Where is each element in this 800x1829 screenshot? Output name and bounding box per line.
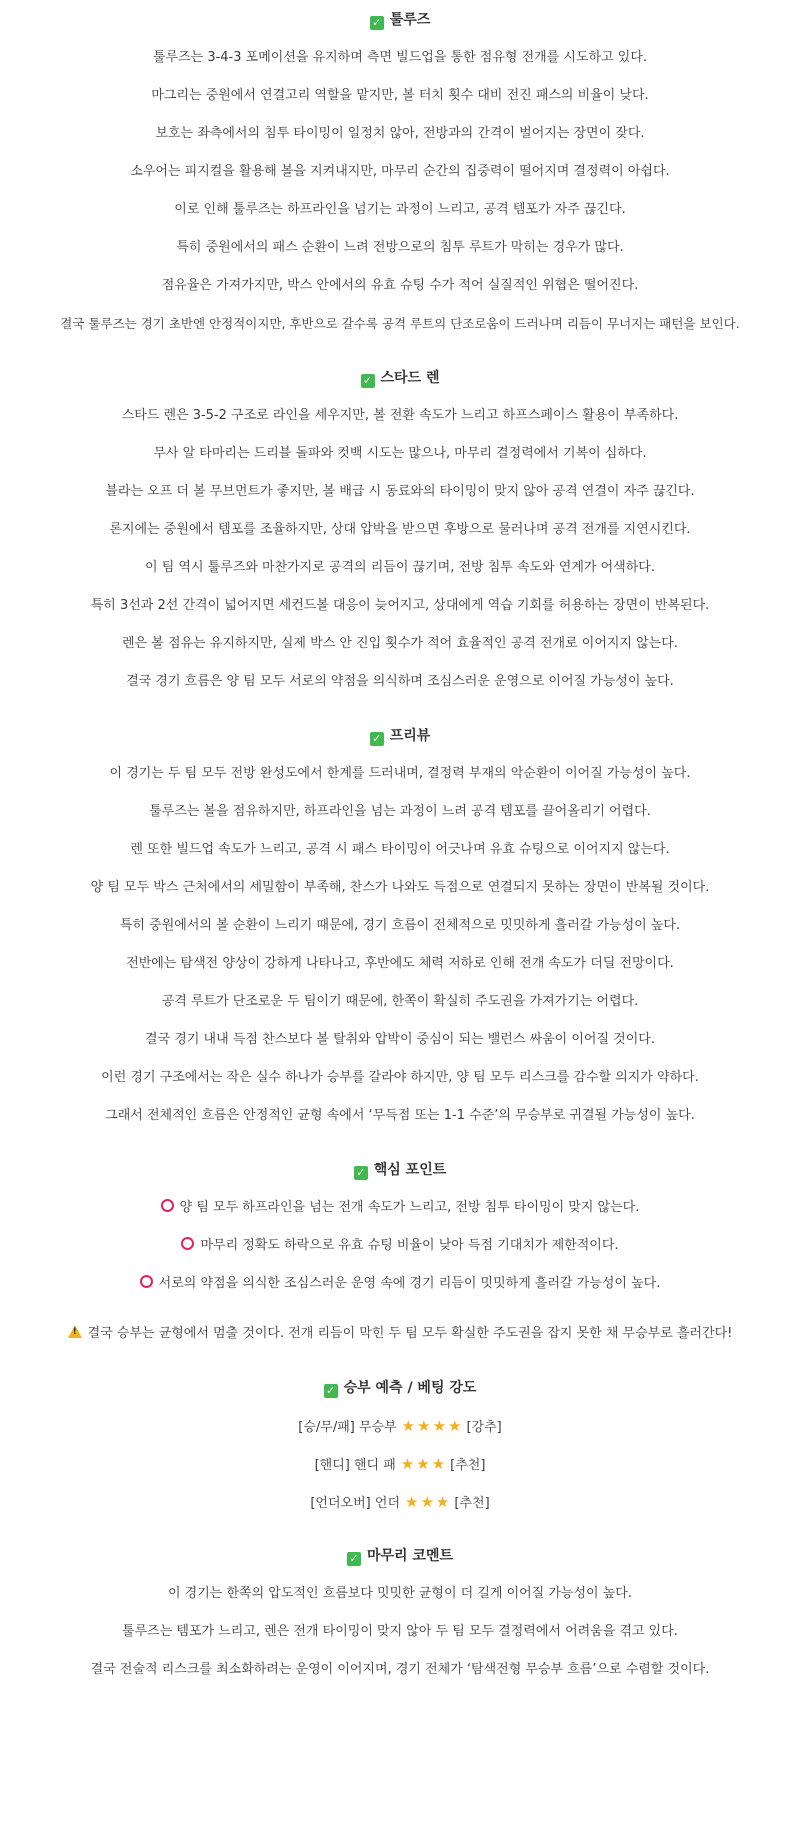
paragraph: 전반에는 탐색전 양상이 강하게 나타나고, 후반에도 체력 저하로 인해 전개 속도가 더딜 전망이다.: [126, 956, 674, 971]
circle-icon: [140, 1275, 153, 1288]
warning-line: [0, 1323, 800, 1345]
heading-label: 툴루즈: [389, 12, 431, 28]
paragraph: 결국 경기 내내 득점 찬스보다 볼 탈취와 압박이 중심이 되는 밸런스 싸움이 이어질 것이다.: [145, 1032, 655, 1047]
paragraph: 결국 툴루즈는 경기 초반엔 안정적이지만, 후반으로 갈수록 공격 루트의 단조로움이 드러나며 리듬이 무너지는 패턴을 보인다.: [60, 316, 740, 331]
heading-label: 승부 예측 / 베팅 강도: [343, 1380, 477, 1396]
section-heading: [0, 1545, 800, 1567]
prediction-row: [0, 1453, 800, 1475]
rating-stars: [401, 1417, 463, 1435]
paragraph: 이로 인해 툴루즈는 하프라인을 넘기는 과정이 느리고, 공격 템포가 자주 끊긴다.: [174, 202, 626, 217]
prediction-market: [승/무/패]: [298, 1420, 355, 1435]
section-heading: [0, 725, 800, 747]
heading-label: 핵심 포인트: [373, 1162, 447, 1178]
key-point-text: 서로의 약점을 의식한 조심스러운 운영 속에 경기 리듬이 밋밋하게 흘러갈 가능성이 높다.: [158, 1276, 661, 1291]
check-icon: ✓: [361, 374, 375, 388]
section-preview: [0, 725, 800, 1127]
section-key-points: [0, 1159, 800, 1295]
key-point-text: 양 팀 모두 하프라인을 넘는 전개 속도가 느리고, 전방 침투 타이밍이 맞지 않는다.: [179, 1200, 640, 1215]
prediction-pick: 무승부: [358, 1420, 397, 1435]
check-icon: ✓: [370, 16, 384, 30]
paragraph: 이 경기는 두 팀 모두 전방 완성도에서 한계를 드러내며, 결정력 부재의 악순환이 이어질 가능성이 높다.: [109, 766, 691, 781]
paragraph: 블라는 오프 더 볼 무브먼트가 좋지만, 볼 배급 시 동료와의 타이밍이 맞지 않아 공격 연결이 자주 끊긴다.: [105, 484, 695, 499]
prediction-grade: [강추]: [466, 1420, 502, 1435]
check-icon: ✓: [370, 732, 384, 746]
section-heading: [0, 1159, 800, 1181]
prediction-grade: [추천]: [454, 1496, 490, 1511]
paragraph: 렌은 볼 점유는 유지하지만, 실제 박스 안 진입 횟수가 적어 효율적인 공격 전개로 이어지지 않는다.: [122, 636, 678, 651]
prediction-row: [0, 1415, 800, 1437]
prediction-row: [0, 1491, 800, 1513]
paragraph: 렌 또한 빌드업 속도가 느리고, 공격 시 패스 타이밍이 어긋나며 유효 슈팅으로 이어지지 않는다.: [130, 842, 670, 857]
prediction-market: [핸디]: [314, 1458, 350, 1473]
section-toulouse: [0, 9, 800, 335]
prediction-market: [언더오버]: [310, 1496, 371, 1511]
star-icon: ★: [431, 1455, 446, 1473]
paragraph: 무사 알 타마리는 드리블 돌파와 컷백 시도는 많으나, 마무리 결정력에서 기복이 심하다.: [153, 446, 647, 461]
paragraph: 툴루즈는 템포가 느리고, 렌은 전개 타이밍이 맞지 않아 두 팀 모두 결정력에서 어려움을 겪고 있다.: [122, 1624, 678, 1639]
paragraph: 결국 경기 흐름은 양 팀 모두 서로의 약점을 의식하며 조심스러운 운영으로 이어질 가능성이 높다.: [126, 674, 674, 689]
paragraph: 툴루즈는 3-4-3 포메이션을 유지하며 측면 빌드업을 통한 점유형 전개를 시도하고 있다.: [152, 50, 648, 65]
heading-label: 마무리 코멘트: [366, 1548, 454, 1564]
warning-icon: [68, 1325, 82, 1338]
paragraph: 공격 루트가 단조로운 두 팀이기 때문에, 한쪽이 확실히 주도권을 가져가기는 어렵다.: [161, 994, 639, 1009]
heading-label: 프리뷰: [389, 728, 431, 744]
prediction-pick: 핸디 패: [353, 1458, 396, 1473]
paragraph: 특히 3선과 2선 간격이 넓어지면 세컨드볼 대응이 늦어지고, 상대에게 역습 기회를 허용하는 장면이 반복된다.: [90, 598, 710, 613]
star-icon: ★: [400, 1455, 415, 1473]
star-icon: ★: [432, 1417, 447, 1435]
star-icon: ★: [405, 1493, 419, 1511]
star-icon: ★: [435, 1493, 450, 1511]
section-warning: [0, 1323, 800, 1345]
paragraph: 론지에는 중원에서 템포를 조율하지만, 상대 압박을 받으면 후방으로 물러나며 공격 전개를 지연시킨다.: [109, 522, 691, 537]
paragraph: 그래서 전체적인 흐름은 안정적인 균형 속에서 ‘무득점 또는 1-1 수준’의 무승부로 귀결될 가능성이 높다.: [105, 1108, 695, 1123]
paragraph: 점유율은 가져가지만, 박스 안에서의 유효 슈팅 수가 적어 실질적인 위협은 떨어진다.: [161, 278, 639, 293]
paragraph: 이 팀 역시 툴루즈와 마찬가지로 공격의 리듬이 끊기며, 전방 침투 속도와 연계가 어색하다.: [145, 560, 655, 575]
check-icon: ✓: [324, 1384, 338, 1398]
rating-stars: [400, 1455, 446, 1473]
heading-label: 스타드 렌: [380, 370, 440, 386]
paragraph: 특히 중원에서의 패스 순환이 느려 전방으로의 침투 루트가 막히는 경우가 많다.: [176, 240, 624, 255]
section-prediction: [0, 1377, 800, 1513]
paragraph: 툴루즈는 볼을 점유하지만, 하프라인을 넘는 과정이 느려 공격 템포를 끌어올리기 어렵다.: [149, 804, 651, 819]
section-rennes: [0, 367, 800, 693]
section-heading: [0, 9, 800, 31]
rating-stars: [404, 1493, 450, 1511]
prediction-pick: 언더: [374, 1496, 401, 1511]
section-heading: [0, 367, 800, 389]
key-point: [0, 1273, 800, 1295]
warning-text: 결국 승부는 균형에서 멈출 것이다. 전개 리듬이 막힌 두 팀 모두 확실한 주도권을 잡지 못한 채 무승부로 흘러간다!: [87, 1326, 733, 1341]
paragraph: 결국 전술적 리스크를 최소화하려는 운영이 이어지며, 경기 전체가 ‘탐색전형 무승부 흐름’으로 수렴할 것이다.: [90, 1662, 710, 1677]
key-point: [0, 1197, 800, 1219]
star-icon: ★: [420, 1493, 434, 1511]
section-closing: [0, 1545, 800, 1681]
star-icon: ★: [416, 1455, 430, 1473]
key-point: [0, 1235, 800, 1257]
key-point-text: 마무리 정확도 하락으로 유효 슈팅 비율이 낮아 득점 기대치가 제한적이다.: [200, 1238, 619, 1253]
paragraph: 이 경기는 한쪽의 압도적인 흐름보다 밋밋한 균형이 더 길게 이어질 가능성이 높다.: [167, 1586, 632, 1601]
circle-icon: [181, 1237, 194, 1250]
paragraph: 소우어는 피지컬을 활용해 볼을 지켜내지만, 마무리 순간의 집중력이 떨어지며 결정력이 아쉽다.: [130, 164, 670, 179]
paragraph: 마그리는 중원에서 연결고리 역할을 맡지만, 볼 터치 횟수 대비 전진 패스의 비율이 낮다.: [151, 88, 649, 103]
circle-icon: [161, 1199, 174, 1212]
prediction-grade: [추천]: [450, 1458, 486, 1473]
star-icon: ★: [401, 1417, 416, 1435]
section-heading: [0, 1377, 800, 1399]
check-icon: ✓: [354, 1166, 368, 1180]
paragraph: 보호는 좌측에서의 침투 타이밍이 일정치 않아, 전방과의 간격이 벌어지는 장면이 잦다.: [155, 126, 645, 141]
paragraph: 양 팀 모두 박스 근처에서의 세밀함이 부족해, 찬스가 나와도 득점으로 연결되지 못하는 장면이 반복될 것이다.: [90, 880, 710, 895]
paragraph: 이런 경기 구조에서는 작은 실수 하나가 승부를 갈라야 하지만, 양 팀 모두 리스크를 감수할 의지가 약하다.: [101, 1070, 699, 1085]
star-icon: ★: [448, 1417, 462, 1435]
star-icon: ★: [417, 1417, 431, 1435]
check-icon: ✓: [347, 1552, 361, 1566]
paragraph: 스타드 렌은 3-5-2 구조로 라인을 세우지만, 볼 전환 속도가 느리고 하프스페이스 활용이 부족하다.: [121, 408, 679, 423]
paragraph: 특히 중원에서의 볼 순환이 느리기 때문에, 경기 흐름이 전체적으로 밋밋하게 흘러갈 가능성이 높다.: [119, 918, 681, 933]
